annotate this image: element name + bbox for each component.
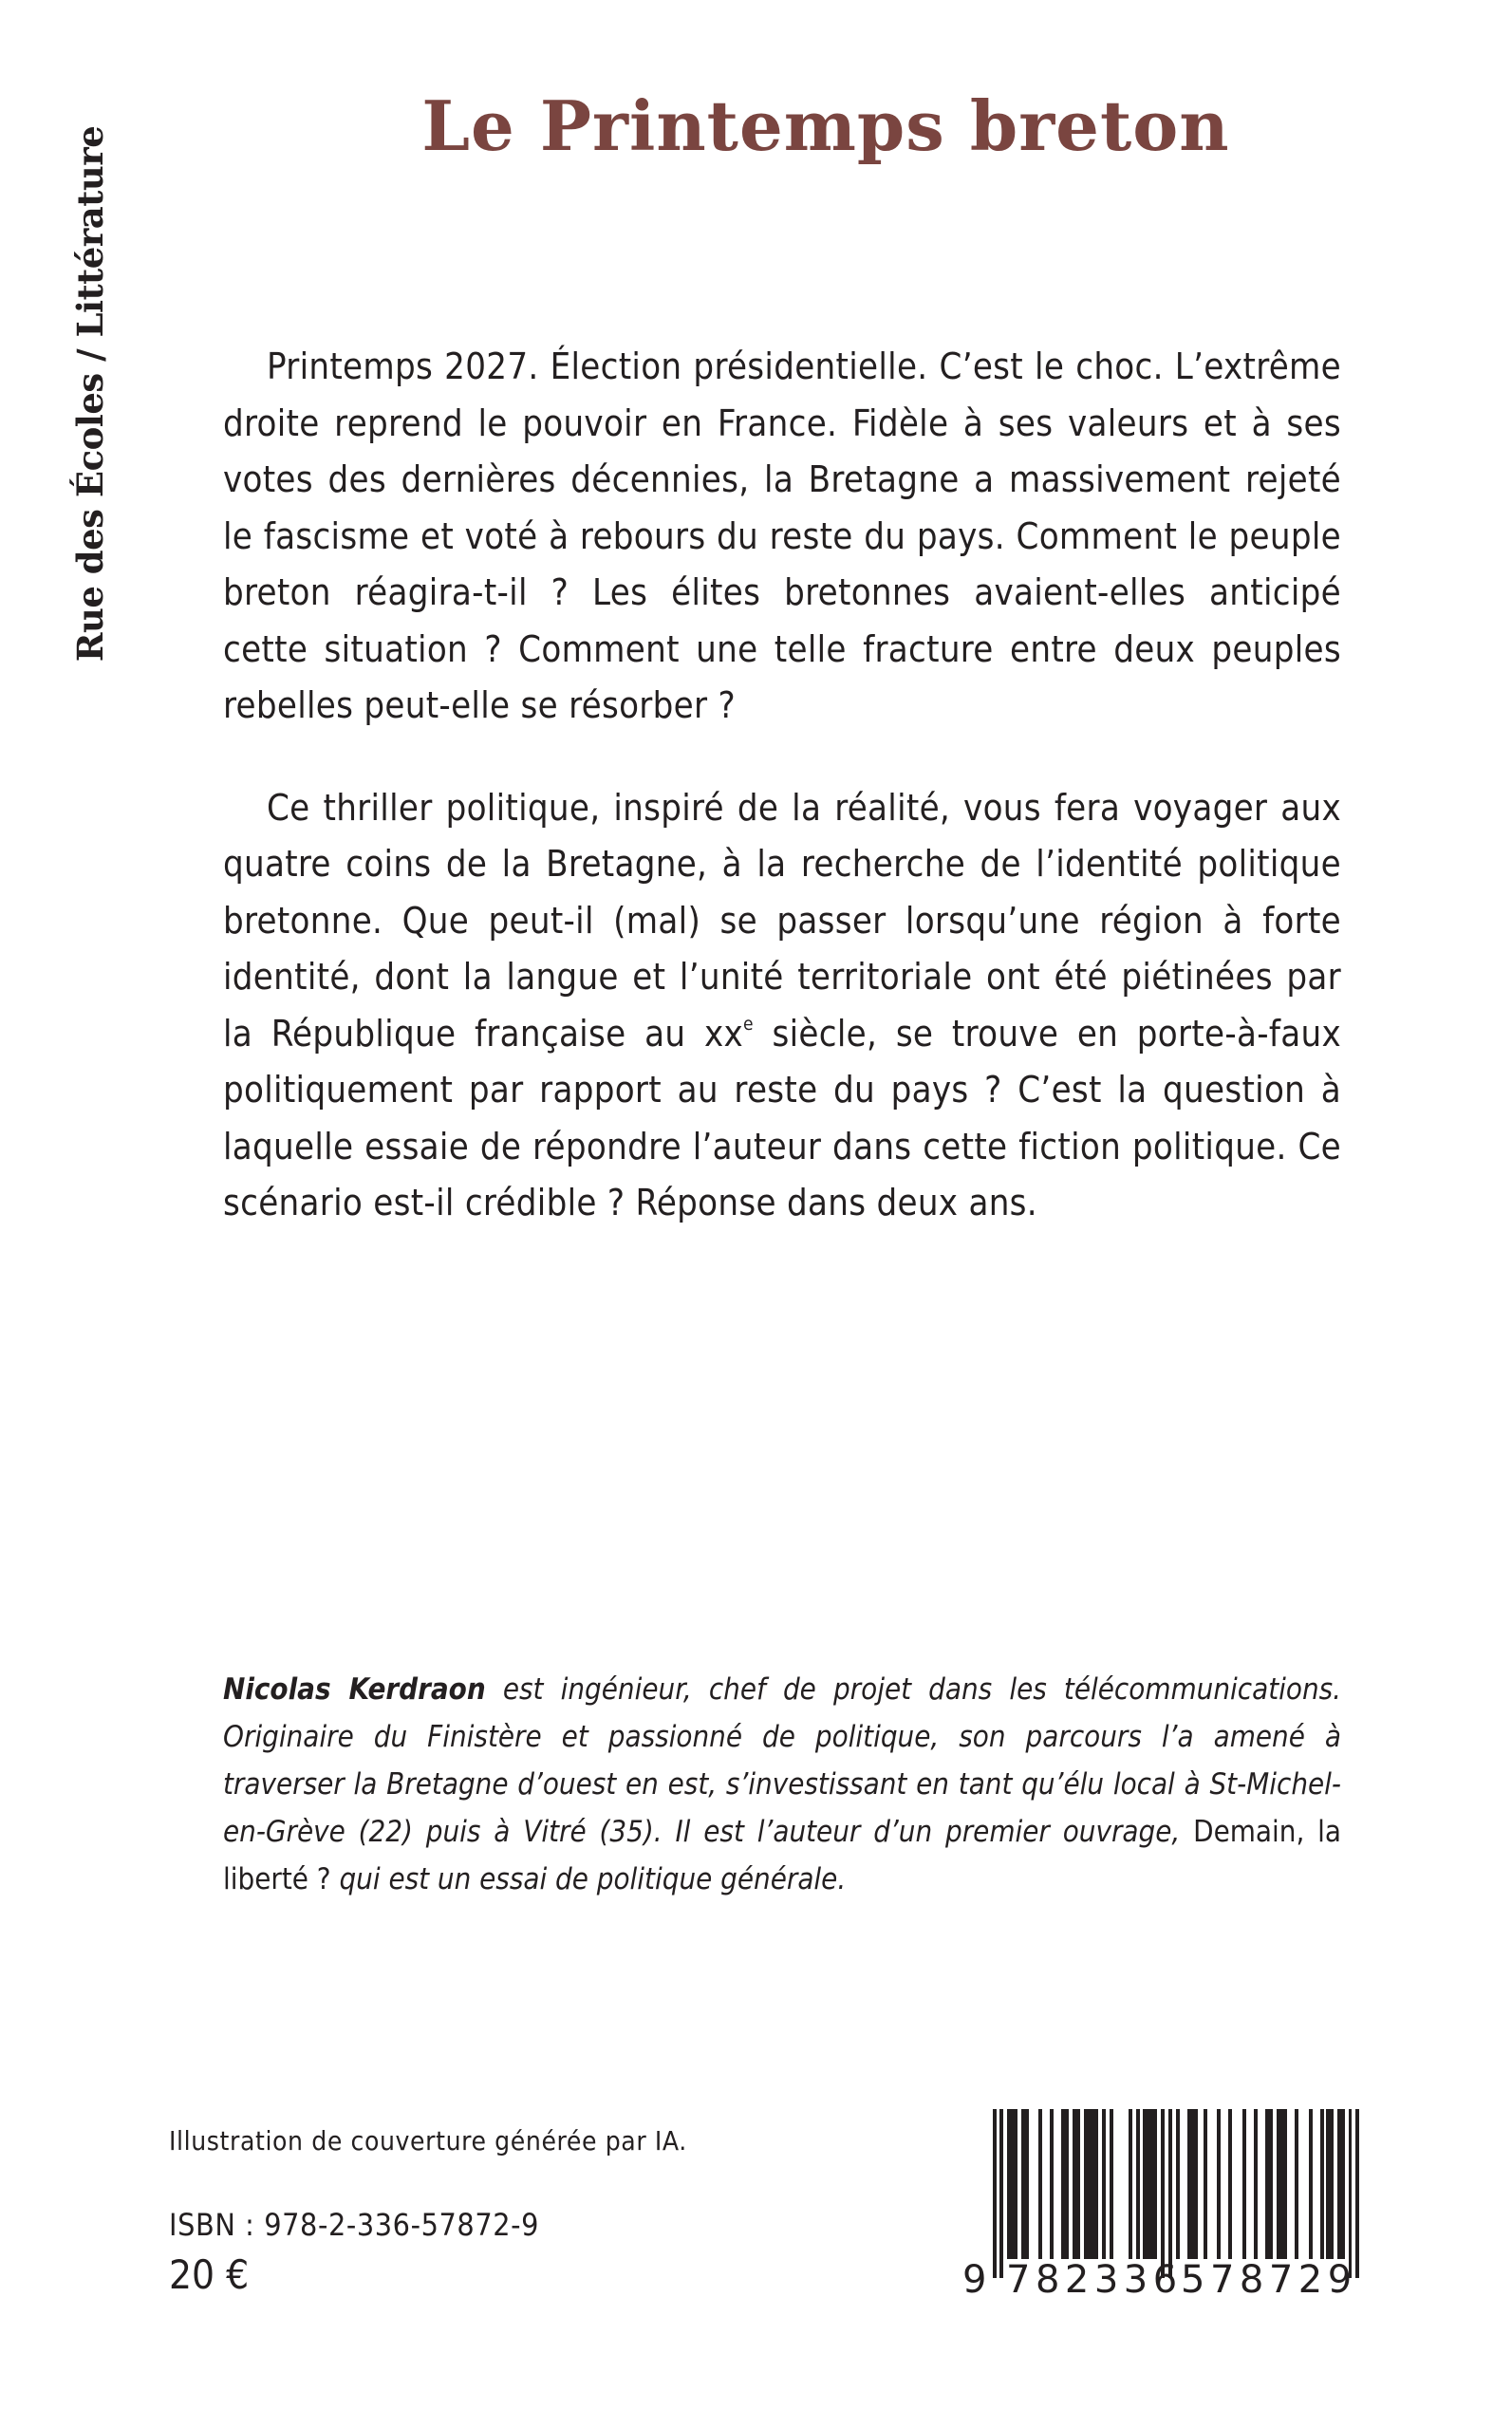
blurb-paragraph-2-part-1: Ce thriller politique, inspiré de la réalité, vous fera voyager aux quatre coins de la Bretagne, à la recherche de l’identité politique bretonne. Que peut-il (mal) se passer lorsqu’une région à forte identité, dont la langue et l’unité territoriale ont été piétinées par la République française au xx: [223, 786, 1341, 1055]
price: 20 €: [169, 2251, 250, 2298]
isbn: ISBN : 978-2-336-57872-9: [169, 2207, 540, 2243]
collection-name: Rue des Écoles / Littérature: [69, 125, 111, 663]
book-title: Le Printemps breton: [421, 85, 1230, 166]
barcode-left-digits: 782336: [1006, 2258, 1183, 2302]
author-bio-text-2: qui est un essai de politique générale.: [330, 1862, 847, 1896]
ean-barcode: [961, 2109, 1359, 2302]
previous-book-title: Demain, la liberté ?: [223, 1815, 1341, 1896]
author-bio: [223, 1666, 1341, 1903]
century-superscript: e: [743, 1013, 754, 1035]
blurb-paragraph-1: Printemps 2027. Élection présidentielle. C’est le choc. L’extrême droite reprend le pouvoir en France. Fidèle à ses valeurs et à ses votes des dernières décennies, la Bretagne a massivement rejeté le fascisme et voté à rebours du reste du pays. Comment le peuple breton réagira-t-il ? Les élites bretonnes avaient-elles anticipé cette situation ? Comment une telle fracture entre deux peuples rebelles peut-elle se résorber ?: [223, 345, 1341, 726]
author-name: Nicolas Kerdraon: [223, 1672, 486, 1707]
barcode-bars-icon: [961, 2109, 1359, 2280]
author-bio-text-1: est ingénieur, chef de projet dans les télécommunications. Originaire du Finistère et passionné de politique, son parcours l’a amené à traverser la Bretagne d’ouest en est, s’investissant en tant qu’élu local à St-Michel-en-Grève (22) puis à Vitré (35). Il est l’auteur d’un premier ouvrage,: [223, 1672, 1342, 1849]
barcode-right-digits: 578729: [1181, 2258, 1357, 2302]
book-blurb: [223, 339, 1341, 1232]
spine-label: [68, 106, 112, 682]
illustration-credit: Illustration de couverture générée par IA.: [169, 2125, 687, 2157]
barcode-first-digit: 9: [962, 2258, 987, 2302]
blurb-paragraph-2-part-2: siècle, se trouve en porte-à-faux politiquement par rapport au reste du pays ? C’est la question à laquelle essaie de répondre l’auteur dans cette fiction politique. Ce scénario est-il crédible ? Réponse dans deux ans.: [223, 1012, 1341, 1223]
blurb-paragraph-2: [223, 780, 1341, 1232]
